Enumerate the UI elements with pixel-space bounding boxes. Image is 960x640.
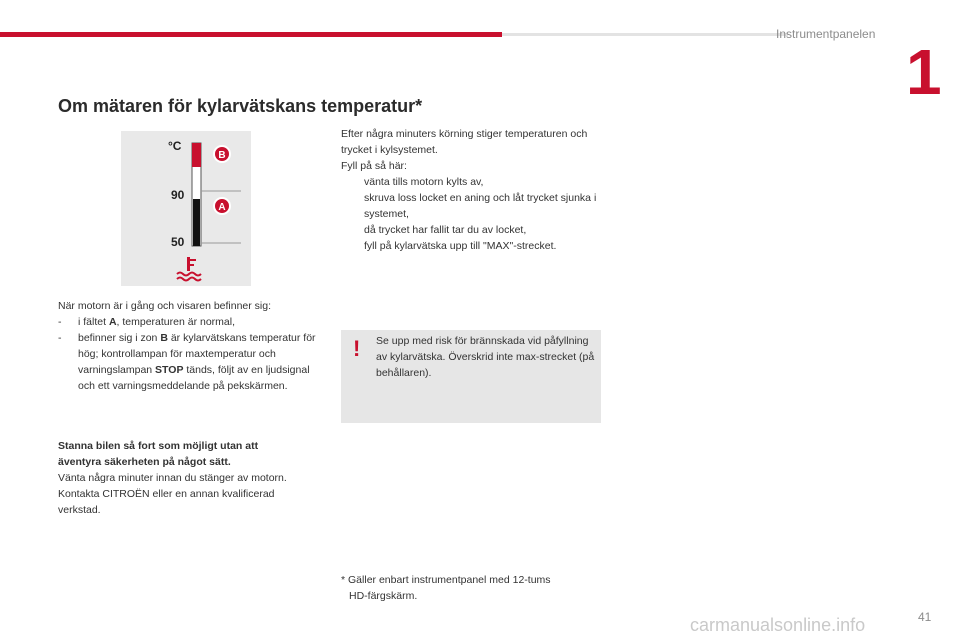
intro-lead: När motorn är i gång och visaren befinner sig: bbox=[58, 300, 272, 312]
intro-item-a-pre: i fältet bbox=[78, 316, 109, 328]
stop-bold-line-1: Stanna bilen så fort som möjligt utan att bbox=[58, 440, 259, 452]
procedure-bullet-1-text: vänta tills motorn kylts av, bbox=[364, 176, 484, 188]
intro-item-a-post: , temperaturen är normal, bbox=[116, 316, 235, 328]
intro-item-b bbox=[58, 330, 320, 394]
procedure-bullet-2-text: skruva loss locket en aning och låt trycket sjunka i systemet, bbox=[364, 192, 597, 220]
procedure-section bbox=[341, 126, 603, 254]
footnote-star: * bbox=[341, 574, 346, 586]
warning-text: Se upp med risk för brännskada vid påfyllning av kylarvätska. Överskrid inte max-strecket (på behållaren). bbox=[376, 335, 595, 379]
page-title: Om mätaren för kylarvätskans temperatur* bbox=[58, 96, 423, 116]
list-dash: - bbox=[58, 332, 62, 344]
intro-item-b-mid: är kylarvätskans temperatur för hög; kontrollampan för maxtemperatur och varningslampan bbox=[78, 332, 316, 376]
procedure-bullet-3-text: då trycket har fallit tar du av locket, bbox=[364, 224, 527, 236]
zone-b-letter: B bbox=[218, 150, 226, 161]
procedure-bullet-4-text: fyll på kylarvätska upp till "MAX"-strecket. bbox=[364, 240, 557, 252]
intro-item-b-post: tänds, följt av en ljudsignal och ett varningsmeddelande på pekskärmen. bbox=[78, 364, 310, 392]
gauge-needle-fill bbox=[193, 199, 200, 246]
gauge-zone-b-fill bbox=[192, 143, 201, 167]
warning-box bbox=[341, 330, 601, 423]
intro-item-a-key: A bbox=[108, 316, 117, 328]
page-number: 41 bbox=[918, 610, 932, 624]
procedure-bullet-4 bbox=[341, 238, 603, 254]
procedure-line-2: Fyll på så här: bbox=[341, 160, 407, 172]
procedure-bullet-3 bbox=[341, 222, 603, 238]
gauge-scale-low: 50 bbox=[171, 235, 185, 249]
list-dash: - bbox=[58, 316, 62, 328]
intro-item-b-key: B bbox=[160, 332, 168, 344]
watermark: carmanualsonline.info bbox=[690, 615, 866, 635]
gauge-scale-high: 90 bbox=[171, 188, 185, 202]
header-grey-bar bbox=[502, 33, 788, 36]
intro-item-b-pre: befinner sig i zon bbox=[78, 332, 161, 344]
gauge-unit-label: °C bbox=[168, 139, 182, 153]
procedure-bullet-2 bbox=[341, 190, 603, 222]
procedure-line-1: Efter några minuters körning stiger temperaturen och trycket i kylsystemet. bbox=[341, 128, 588, 156]
footnote-line-2: HD-färgskärm. bbox=[349, 590, 418, 602]
stop-line-2: Kontakta CITROËN eller en annan kvalificerad verkstad. bbox=[58, 488, 275, 516]
zone-a-letter: A bbox=[218, 202, 226, 213]
stop-line-1: Vänta några minuter innan du stänger av motorn. bbox=[58, 472, 287, 484]
intro-section bbox=[58, 298, 320, 394]
footnote bbox=[341, 572, 603, 604]
warning-exclamation-icon: ! bbox=[353, 336, 361, 361]
intro-item-a bbox=[58, 314, 320, 330]
chapter-number: 1 bbox=[906, 36, 942, 108]
header-red-bar bbox=[0, 32, 502, 37]
intro-item-b-stop: STOP bbox=[155, 364, 184, 376]
section-name: Instrumentpanelen bbox=[776, 27, 876, 41]
stop-section bbox=[58, 438, 320, 518]
footnote-line-1 bbox=[341, 572, 603, 588]
coolant-temperature-icon bbox=[177, 257, 201, 281]
temperature-gauge-svg bbox=[121, 131, 251, 286]
procedure-bullet-1 bbox=[341, 174, 603, 190]
footnote-line-1-text: Gäller enbart instrumentpanel med 12-tums bbox=[348, 574, 551, 586]
temperature-gauge-illustration bbox=[121, 131, 251, 286]
stop-bold-line-2: äventyra säkerheten på något sätt. bbox=[58, 456, 231, 468]
